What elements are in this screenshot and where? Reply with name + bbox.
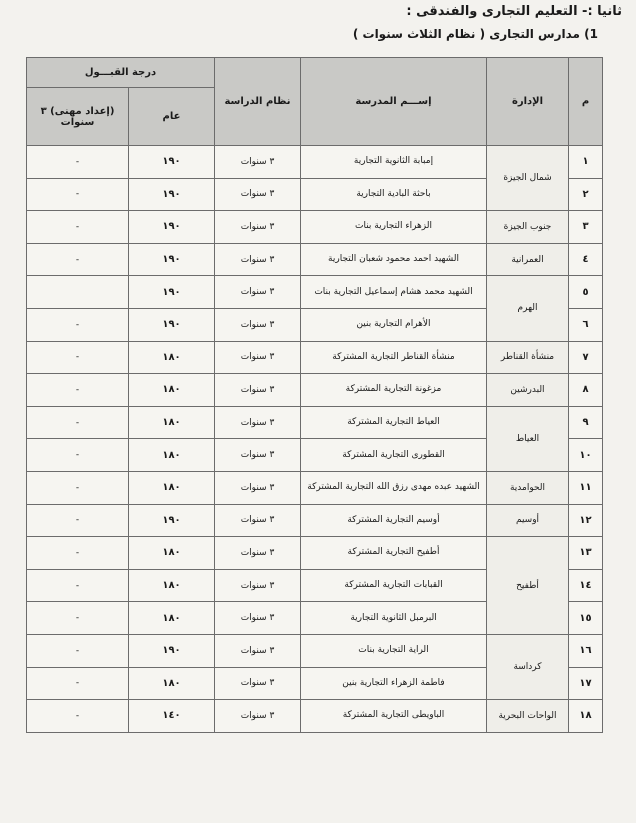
row-number: ٤ bbox=[569, 243, 603, 276]
administration-cell: أطفيح bbox=[487, 537, 569, 635]
score-general: ١٨٠ bbox=[129, 374, 215, 407]
school-name: فاطمة الزهراء التجارية بنين bbox=[301, 667, 487, 700]
row-number: ١ bbox=[569, 146, 603, 179]
page-title: ثانيا :- التعليم التجارى والفندقى : bbox=[406, 4, 622, 19]
table-row bbox=[27, 537, 603, 570]
score-prep bbox=[27, 276, 129, 309]
school-name: الزهراء التجارية بنات bbox=[301, 211, 487, 244]
school-name: الراية التجارية بنات bbox=[301, 634, 487, 667]
school-name: القبابات التجارية المشتركة bbox=[301, 569, 487, 602]
score-prep: - bbox=[27, 569, 129, 602]
score-general: ١٨٠ bbox=[129, 569, 215, 602]
row-number: ١٢ bbox=[569, 504, 603, 537]
administration-cell: الحوامدية bbox=[487, 471, 569, 504]
table-row bbox=[27, 504, 603, 537]
row-number: ١٥ bbox=[569, 602, 603, 635]
score-prep: - bbox=[27, 211, 129, 244]
table-row bbox=[27, 406, 603, 439]
header-admin: الإدارة bbox=[487, 58, 569, 146]
study-system: ٣ سنوات bbox=[215, 602, 301, 635]
administration-cell: البدرشين bbox=[487, 374, 569, 407]
study-system: ٣ سنوات bbox=[215, 146, 301, 179]
score-prep: - bbox=[27, 700, 129, 733]
score-prep: - bbox=[27, 146, 129, 179]
study-system: ٣ سنوات bbox=[215, 243, 301, 276]
score-prep: - bbox=[27, 667, 129, 700]
score-general: ١٩٠ bbox=[129, 178, 215, 211]
row-number: ١٧ bbox=[569, 667, 603, 700]
school-name: الأهرام التجارية بنين bbox=[301, 308, 487, 341]
header-score: درجة القبـــول bbox=[27, 58, 215, 88]
school-name: أوسيم التجارية المشتركة bbox=[301, 504, 487, 537]
score-general: ١٨٠ bbox=[129, 602, 215, 635]
table-row bbox=[27, 471, 603, 504]
score-general: ١٩٠ bbox=[129, 276, 215, 309]
study-system: ٣ سنوات bbox=[215, 700, 301, 733]
study-system: ٣ سنوات bbox=[215, 634, 301, 667]
score-general: ١٨٠ bbox=[129, 471, 215, 504]
school-name: منشأة القناطر التجارية المشتركة bbox=[301, 341, 487, 374]
schools-table bbox=[26, 57, 603, 733]
header-general: عام bbox=[129, 88, 215, 146]
score-prep: - bbox=[27, 537, 129, 570]
study-system: ٣ سنوات bbox=[215, 439, 301, 472]
administration-cell: العمرانية bbox=[487, 243, 569, 276]
header-prep: (إعداد مهنى) ٣ سنوات bbox=[27, 88, 129, 146]
study-system: ٣ سنوات bbox=[215, 537, 301, 570]
row-number: ٨ bbox=[569, 374, 603, 407]
table-row bbox=[27, 243, 603, 276]
school-name: القطورى التجارية المشتركة bbox=[301, 439, 487, 472]
study-system: ٣ سنوات bbox=[215, 341, 301, 374]
score-general: ١٩٠ bbox=[129, 243, 215, 276]
row-number: ٦ bbox=[569, 308, 603, 341]
study-system: ٣ سنوات bbox=[215, 178, 301, 211]
administration-cell: أوسيم bbox=[487, 504, 569, 537]
school-name: أطفيح التجارية المشتركة bbox=[301, 537, 487, 570]
study-system: ٣ سنوات bbox=[215, 504, 301, 537]
administration-cell: الواحات البحرية bbox=[487, 700, 569, 733]
score-general: ١٤٠ bbox=[129, 700, 215, 733]
score-prep: - bbox=[27, 634, 129, 667]
score-prep: - bbox=[27, 178, 129, 211]
score-prep: - bbox=[27, 406, 129, 439]
score-prep: - bbox=[27, 504, 129, 537]
score-general: ١٩٠ bbox=[129, 146, 215, 179]
score-general: ١٨٠ bbox=[129, 341, 215, 374]
row-number: ١٣ bbox=[569, 537, 603, 570]
administration-cell: العياط bbox=[487, 406, 569, 471]
administration-cell: منشأة القناطر bbox=[487, 341, 569, 374]
score-general: ١٩٠ bbox=[129, 308, 215, 341]
score-general: ١٨٠ bbox=[129, 406, 215, 439]
table-row bbox=[27, 634, 603, 667]
header-m: م bbox=[569, 58, 603, 146]
table-row bbox=[27, 700, 603, 733]
school-name: الباويطى التجارية المشتركة bbox=[301, 700, 487, 733]
administration-cell: جنوب الجيزة bbox=[487, 211, 569, 244]
row-number: ١٤ bbox=[569, 569, 603, 602]
score-general: ١٨٠ bbox=[129, 537, 215, 570]
study-system: ٣ سنوات bbox=[215, 276, 301, 309]
score-prep: - bbox=[27, 341, 129, 374]
row-number: ٩ bbox=[569, 406, 603, 439]
row-number: ١٨ bbox=[569, 700, 603, 733]
score-general: ١٨٠ bbox=[129, 667, 215, 700]
administration-cell: الهرم bbox=[487, 276, 569, 341]
score-general: ١٩٠ bbox=[129, 504, 215, 537]
study-system: ٣ سنوات bbox=[215, 211, 301, 244]
school-name: العياط التجارية المشتركة bbox=[301, 406, 487, 439]
score-prep: - bbox=[27, 243, 129, 276]
row-number: ١٠ bbox=[569, 439, 603, 472]
section-subtitle: 1) مدارس التجارى ( نظام الثلاث سنوات ) bbox=[352, 27, 598, 41]
table-row bbox=[27, 276, 603, 309]
school-name: الشهيد محمد هشام إسماعيل التجارية بنات bbox=[301, 276, 487, 309]
table-row bbox=[27, 211, 603, 244]
study-system: ٣ سنوات bbox=[215, 308, 301, 341]
school-name: مزغونة التجارية المشتركة bbox=[301, 374, 487, 407]
table-body bbox=[27, 146, 603, 733]
school-name: باحثة البادية التجارية bbox=[301, 178, 487, 211]
administration-cell: كرداسة bbox=[487, 634, 569, 699]
score-prep: - bbox=[27, 374, 129, 407]
row-number: ٣ bbox=[569, 211, 603, 244]
score-general: ١٩٠ bbox=[129, 634, 215, 667]
score-prep: - bbox=[27, 439, 129, 472]
study-system: ٣ سنوات bbox=[215, 471, 301, 504]
row-number: ١١ bbox=[569, 471, 603, 504]
table-row bbox=[27, 146, 603, 179]
header-system: نظام الدراسة bbox=[215, 58, 301, 146]
school-name: الشهيد عبده مهدى رزق الله التجارية المشتركة bbox=[301, 471, 487, 504]
score-general: ١٨٠ bbox=[129, 439, 215, 472]
administration-cell: شمال الجيزة bbox=[487, 146, 569, 211]
header-school: إســـم المدرسة bbox=[301, 58, 487, 146]
study-system: ٣ سنوات bbox=[215, 667, 301, 700]
study-system: ٣ سنوات bbox=[215, 569, 301, 602]
row-number: ١٦ bbox=[569, 634, 603, 667]
table-row bbox=[27, 341, 603, 374]
school-name: إمبابة الثانوية التجارية bbox=[301, 146, 487, 179]
study-system: ٣ سنوات bbox=[215, 374, 301, 407]
school-name: الشهيد احمد محمود شعبان التجارية bbox=[301, 243, 487, 276]
study-system: ٣ سنوات bbox=[215, 406, 301, 439]
score-prep: - bbox=[27, 602, 129, 635]
score-prep: - bbox=[27, 471, 129, 504]
row-number: ٥ bbox=[569, 276, 603, 309]
row-number: ٢ bbox=[569, 178, 603, 211]
table-row bbox=[27, 374, 603, 407]
school-name: البرمبل الثانوية التجارية bbox=[301, 602, 487, 635]
score-general: ١٩٠ bbox=[129, 211, 215, 244]
score-prep: - bbox=[27, 308, 129, 341]
row-number: ٧ bbox=[569, 341, 603, 374]
